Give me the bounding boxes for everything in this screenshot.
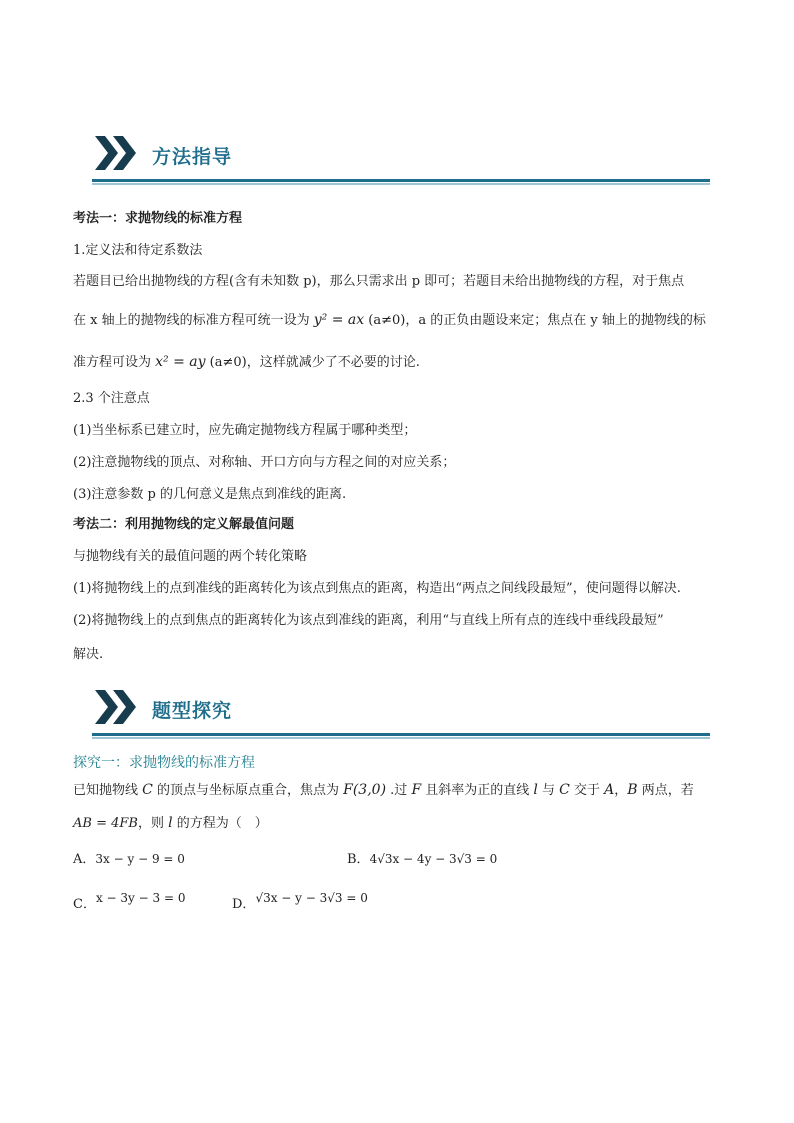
item1-line1: 若题目已给出抛物线的方程(含有未知数 p)，那么只需求出 p 即可；若题目未给出抛物线的方程，对于焦点 xyxy=(73,274,685,289)
section-rule xyxy=(92,733,710,736)
option-d-text: √3x − y − 3√3 = 0 xyxy=(255,891,368,905)
double-chevron-icon xyxy=(92,132,142,174)
option-b-label: B． xyxy=(347,852,370,867)
topic2-point1: (1)将抛物线上的点到准线的距离转化为该点到焦点的距离，构造出“两点之间线段最短”，使问题得以解决. xyxy=(73,581,681,596)
section-header-explore xyxy=(92,686,710,736)
topic2-point2-cont: 解决. xyxy=(73,647,104,662)
option-b-text: 4√3x − 4y − 3√3 = 0 xyxy=(369,852,498,866)
question-line1: 已知抛物线 C 的顶点与坐标原点重合，焦点为 F(3,0) .过 F 且斜率为正的直线 l 与 C 交于 A，B 两点，若 xyxy=(73,782,694,798)
topic2-intro: 与抛物线有关的最值问题的两个转化策略 xyxy=(73,549,308,564)
option-b[interactable] xyxy=(347,850,497,869)
explore-subtitle: 探究一：求抛物线的标准方程 xyxy=(73,755,255,771)
option-a[interactable] xyxy=(73,850,185,869)
option-a-text: 3x − y − 9 = 0 xyxy=(95,852,185,866)
option-c-label: C． xyxy=(73,897,96,912)
option-c-text: x − 3y − 3 = 0 xyxy=(95,891,186,905)
equation: x² = ay xyxy=(155,354,206,370)
section-title: 方法指导 xyxy=(152,146,233,168)
option-d[interactable] xyxy=(232,891,368,914)
item2-title: 2.3 个注意点 xyxy=(73,391,150,406)
topic1-title: 考法一：求抛物线的标准方程 xyxy=(73,211,243,226)
item2-point1: (1)当坐标系已建立时，应先确定抛物线方程属于哪种类型； xyxy=(73,423,417,438)
vector-equation: AB = 4FB xyxy=(73,816,138,831)
item2-point2: (2)注意抛物线的顶点、对称轴、开口方向与方程之间的对应关系； xyxy=(73,455,456,470)
double-chevron-icon xyxy=(92,686,142,728)
option-a-label: A． xyxy=(73,852,96,867)
section-rule xyxy=(92,179,710,182)
topic2-point2: (2)将抛物线上的点到焦点的距离转化为该点到准线的距离，利用“与直线上所有点的连线中垂线段最短” xyxy=(73,613,664,628)
option-d-label: D． xyxy=(232,897,256,912)
section-rule-light xyxy=(92,737,710,739)
topic2-title: 考法二：利用抛物线的定义解最值问题 xyxy=(73,517,295,532)
section-title: 题型探究 xyxy=(152,700,233,722)
item2-point3: (3)注意参数 p 的几何意义是焦点到准线的距离. xyxy=(73,487,347,502)
item1-title: 1.定义法和待定系数法 xyxy=(73,243,203,258)
option-c[interactable] xyxy=(73,891,186,914)
equation: y² = ax xyxy=(313,312,365,328)
item1-line3: 准方程可设为 x² = ay (a≠0)，这样就减少了不必要的讨论. xyxy=(73,354,420,370)
section-header-method xyxy=(92,132,710,182)
item1-line2: 在 x 轴上的抛物线的标准方程可统一设为 y² = ax (a≠0)，a 的正负由题设来定；焦点在 y 轴上的抛物线的标 xyxy=(73,312,706,328)
question-line2: AB = 4FB，则 l 的方程为（ ） xyxy=(73,815,268,831)
section-rule-light xyxy=(92,183,710,185)
